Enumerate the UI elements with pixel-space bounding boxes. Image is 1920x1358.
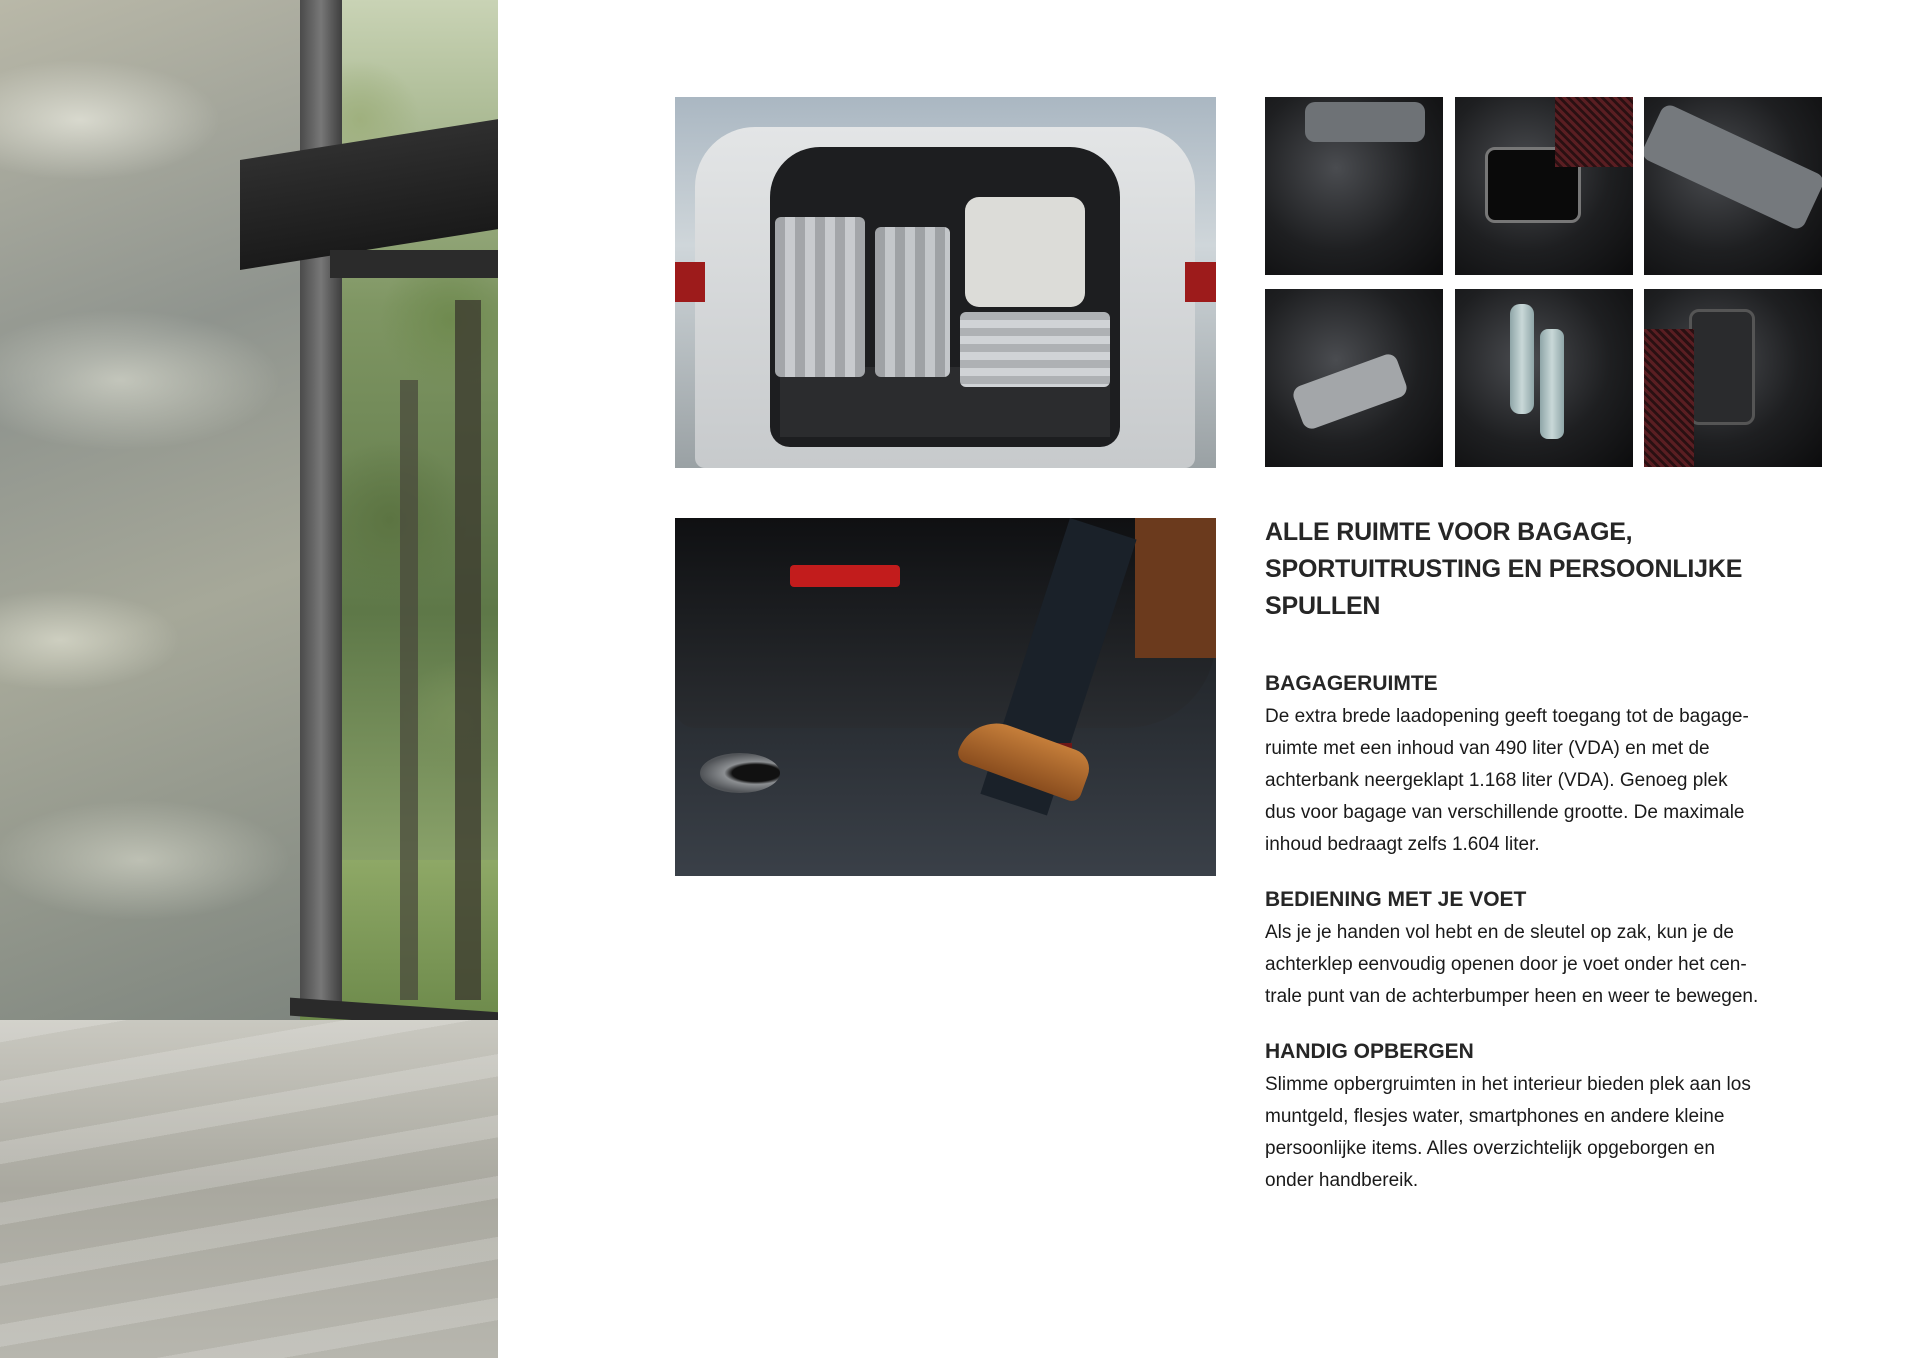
body-line: achterbank neergeklapt 1.168 liter (VDA). Genoeg plek — [1265, 770, 1728, 791]
section-body — [1265, 701, 1825, 861]
body-line: De extra brede laadopening geeft toegang tot de bagage- — [1265, 706, 1749, 727]
section-handig-opbergen — [1265, 1037, 1825, 1197]
body-line: muntgeld, flesjes water, smartphones en andere kleine — [1265, 1106, 1725, 1127]
photo-trunk-luggage — [675, 97, 1216, 468]
heading-line: ALLE RUIMTE VOOR BAGAGE, — [1265, 518, 1633, 546]
body-line: Als je je handen vol hebt en de sleutel op zak, kun je de — [1265, 922, 1734, 943]
text-column — [1265, 514, 1825, 1221]
photo-interior-glovebox — [1644, 97, 1822, 275]
hero-photo-window-garden — [0, 0, 498, 1358]
body-line: onder handbereik. — [1265, 1170, 1419, 1191]
photo-interior-console-tray — [1455, 97, 1633, 275]
section-bagageruimte — [1265, 669, 1825, 861]
heading-line: SPORTUITRUSTING EN PERSOONLIJKE — [1265, 555, 1743, 583]
body-line: inhoud bedraagt zelfs 1.604 liter. — [1265, 834, 1540, 855]
section-body — [1265, 1069, 1825, 1197]
photo-interior-phone-tray — [1265, 289, 1443, 467]
body-line: trale punt van de achterbumper heen en weer te bewegen. — [1265, 986, 1759, 1007]
section-title: BEDIENING MET JE VOET — [1265, 888, 1527, 911]
section-title: HANDIG OPBERGEN — [1265, 1040, 1474, 1063]
photo-interior-rear-cupholder — [1644, 289, 1822, 467]
body-line: Slimme opbergruimten in het interieur bieden plek aan los — [1265, 1074, 1751, 1095]
body-line: ruimte met een inhoud van 490 liter (VDA) en met de — [1265, 738, 1710, 759]
body-line: persoonlijke items. Alles overzichtelijk opgeborgen en — [1265, 1138, 1715, 1159]
photo-interior-dashboard-storage — [1265, 97, 1443, 275]
photo-foot-tailgate-sensor — [675, 518, 1216, 876]
photo-interior-cupholders-bottles — [1455, 289, 1633, 467]
page-heading — [1265, 514, 1825, 625]
section-title: BAGAGERUIMTE — [1265, 672, 1438, 695]
section-body — [1265, 917, 1825, 1013]
body-line: achterklep eenvoudig openen door je voet onder het cen- — [1265, 954, 1747, 975]
heading-line: SPULLEN — [1265, 592, 1381, 620]
section-bediening-voet — [1265, 885, 1825, 1013]
body-line: dus voor bagage van verschillende grootte. De maximale — [1265, 802, 1745, 823]
